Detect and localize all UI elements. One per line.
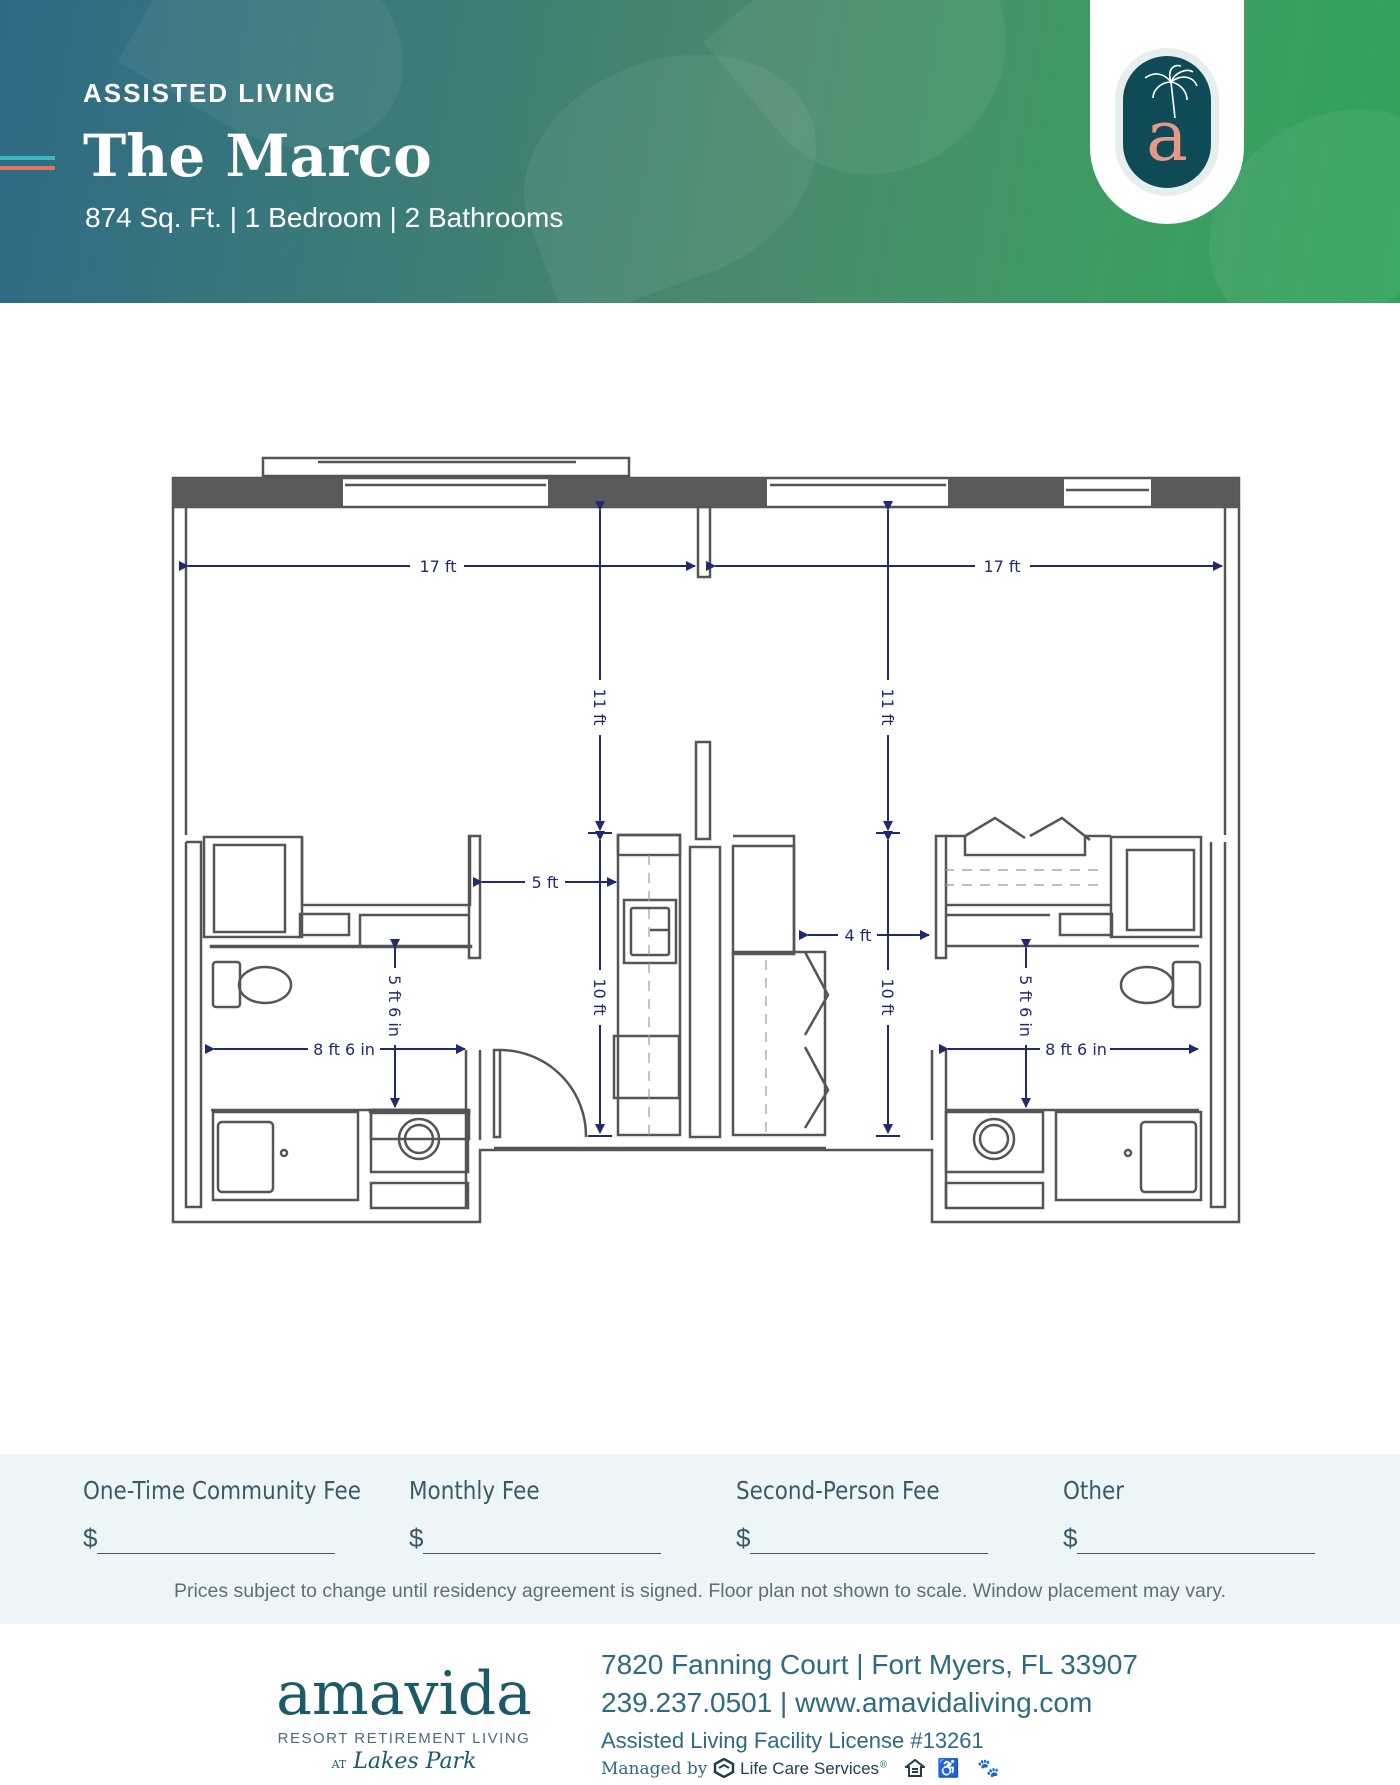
contact-block bbox=[601, 1646, 1138, 1779]
brand-tagline: RESORT RETIREMENT LIVING bbox=[277, 1730, 531, 1747]
label-bedroom-depth: 11 ft bbox=[878, 688, 897, 726]
managed-by: Managed by Life Care Services® ♿ 🐾 bbox=[601, 1758, 1006, 1779]
lcs-logo-icon bbox=[713, 1758, 735, 1778]
label-living-width: 17 ft bbox=[419, 557, 457, 576]
label-entry-width: 4 ft bbox=[844, 926, 872, 945]
brand-name: amavida bbox=[276, 1659, 532, 1729]
label-bath-right-depth: 5 ft 6 in bbox=[1016, 975, 1035, 1037]
fee-monthly bbox=[409, 1476, 679, 1554]
category-label: ASSISTED LIVING bbox=[83, 78, 337, 108]
fee-blank[interactable]: $ bbox=[1063, 1523, 1333, 1554]
label-closet-depth: 10 ft bbox=[878, 978, 897, 1016]
fee-label: One-Time Community Fee bbox=[83, 1476, 361, 1505]
pet-friendly-icon: 🐾 bbox=[977, 1758, 1006, 1779]
phone-website[interactable]: 239.237.0501 | www.amavidaliving.com bbox=[601, 1687, 1093, 1718]
manager-name: Life Care Services bbox=[740, 1759, 880, 1778]
accessibility-icon: ♿ bbox=[937, 1758, 966, 1779]
fee-second-person bbox=[736, 1476, 1006, 1554]
logo-letter: a bbox=[1146, 95, 1188, 177]
label-bedroom-width: 17 ft bbox=[983, 557, 1021, 576]
fee-community bbox=[83, 1476, 361, 1554]
page-title: The Marco bbox=[83, 122, 432, 190]
label-kitchen-depth: 10 ft bbox=[590, 978, 609, 1016]
unit-summary: 874 Sq. Ft. | 1 Bedroom | 2 Bathrooms bbox=[85, 202, 564, 233]
label-bath-left-width: 8 ft 6 in bbox=[313, 1040, 375, 1059]
address: 7820 Fanning Court | Fort Myers, FL 33907 bbox=[601, 1649, 1138, 1680]
fee-blank[interactable]: $ bbox=[83, 1523, 353, 1554]
label-bath-right-width: 8 ft 6 in bbox=[1045, 1040, 1107, 1059]
fee-other bbox=[1063, 1476, 1333, 1554]
label-bath-left-depth: 5 ft 6 in bbox=[385, 975, 404, 1037]
fee-blank[interactable]: $ bbox=[409, 1523, 679, 1554]
walls bbox=[173, 458, 1239, 1222]
fee-label: Other bbox=[1063, 1476, 1125, 1505]
compliance-icons bbox=[905, 1758, 1005, 1779]
fee-section bbox=[0, 1454, 1400, 1624]
disclaimer: Prices subject to change until residency agreement is signed. Floor plan not shown to scale. Window placement may vary. bbox=[173, 1580, 1227, 1602]
license: Assisted Living Facility License #13261 bbox=[601, 1728, 984, 1753]
fee-label: Monthly Fee bbox=[409, 1476, 540, 1505]
brand-location: AT Lakes Park bbox=[331, 1749, 477, 1774]
label-living-depth: 11 ft bbox=[590, 688, 609, 726]
equal-housing-icon bbox=[905, 1759, 925, 1777]
fee-label: Second-Person Fee bbox=[736, 1476, 940, 1505]
brand-logo bbox=[262, 1659, 546, 1774]
fee-blank[interactable]: $ bbox=[736, 1523, 1006, 1554]
label-hall-width: 5 ft bbox=[531, 873, 559, 892]
